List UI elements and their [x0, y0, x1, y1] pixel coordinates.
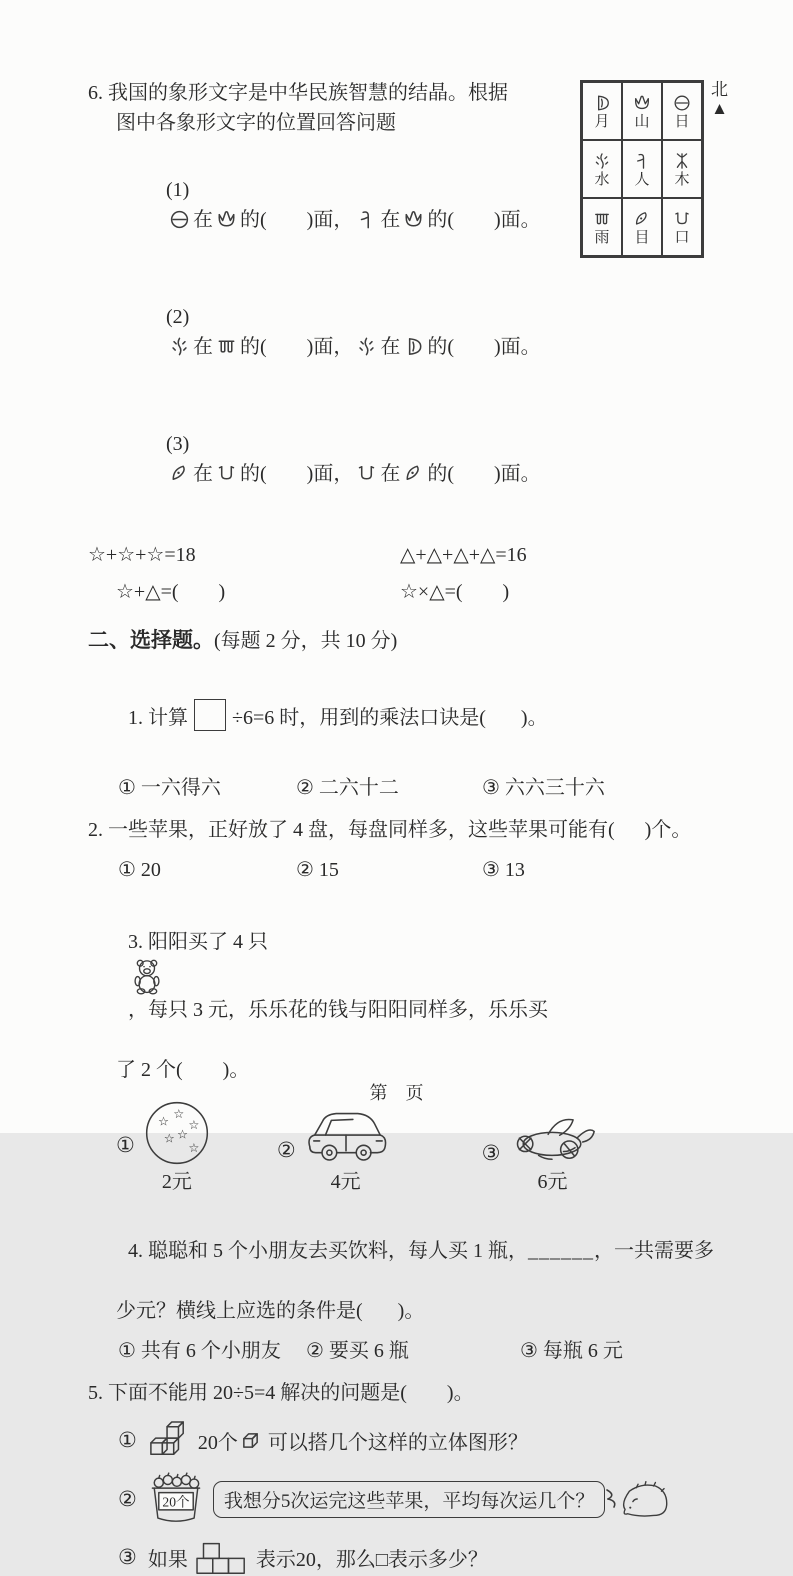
pictograph-mountain-icon: [402, 208, 425, 231]
q6-number: 6.: [88, 82, 103, 104]
q2-stem: 2. 一些苹果，正好放了 4 盘，每盘同样多，这些苹果可能有( )个。: [88, 819, 692, 841]
pictograph-wood-icon: [672, 151, 692, 171]
q7-equation-3: ☆+△=( ): [116, 581, 226, 603]
north-arrow-icon: ▲: [711, 99, 728, 118]
q7-equation-1: ☆+☆+☆=18: [88, 544, 196, 566]
apple-basket-icon: [147, 1472, 205, 1526]
car-icon: [302, 1107, 390, 1169]
table-cell-mountain: 山: [622, 82, 662, 140]
option-2: ② 要买 6 瓶: [306, 1340, 409, 1362]
pictograph-rain-icon: [215, 335, 238, 358]
question-7: [88, 537, 728, 611]
q3-option-ball: ① ☆ ☆ ☆ ☆ ☆ ☆ 2元: [116, 1097, 213, 1194]
speech-bubble-tail-icon: [605, 1489, 619, 1509]
q5-option-2: ② 20个 我想分5次运完这些苹果，平均每次运几个？: [88, 1472, 728, 1526]
q6-subquestion-2: (2) 在 的( )面， 在 的( )面。: [166, 306, 541, 358]
q6-line-1: 6. 我国的象形文字是中华民族智慧的结晶。根据: [88, 82, 508, 104]
option-2: ② 15: [296, 859, 339, 881]
table-cell-water: 水: [582, 140, 622, 198]
pictograph-eye-icon: [402, 462, 425, 485]
q3-stem-line-1: 3. 阳阳买了 4 只 ，每只 3 元，乐乐花的钱与阳阳同样多，乐乐买: [128, 931, 548, 1021]
north-label: 北: [711, 80, 728, 99]
section-2-header: [88, 625, 728, 657]
table-cell-moon: 月: [582, 82, 622, 140]
price-label: 2元: [161, 1171, 192, 1193]
q5-option-3: ③ 如果 表示20，那么□表示多少？: [88, 1539, 728, 1576]
table-cell-eye: 目: [622, 198, 662, 256]
teddy-bear-icon: [130, 957, 164, 995]
pictograph-moon-icon: [592, 93, 612, 113]
q7-row-2: [88, 574, 728, 611]
worksheet-content: [88, 78, 728, 1576]
option-2: ② 二六十二: [296, 777, 399, 799]
svg-text:☆: ☆: [188, 1140, 200, 1155]
question-6: [88, 78, 728, 519]
pictograph-eye-icon: [168, 462, 191, 485]
pictograph-mouth-icon: [355, 462, 378, 485]
section-2-subtitle: (每题 2 分，共 10 分): [214, 630, 398, 652]
svg-text:☆: ☆: [176, 1127, 188, 1142]
svg-text:☆: ☆: [173, 1106, 185, 1121]
q1-options: [88, 773, 728, 803]
choice-question-4: [88, 1206, 728, 1366]
table-cell-wood: 木: [662, 140, 702, 198]
pictograph-moon-icon: [402, 335, 425, 358]
page-footer: 第 页: [369, 1083, 424, 1103]
q7-equation-4: ☆×△=( ): [400, 581, 510, 603]
question-6-text: [88, 78, 560, 519]
pictograph-eye-icon: [632, 209, 652, 229]
option-1: ① 一六得六: [118, 777, 221, 799]
pictograph-water-icon: [355, 335, 378, 358]
pictograph-person-icon: [355, 208, 378, 231]
price-label: 4元: [330, 1171, 361, 1193]
table-cell-person: 人: [622, 140, 662, 198]
pictograph-mountain-icon: [632, 93, 652, 113]
q3-option-car: ② 4元: [277, 1107, 390, 1194]
q7-equation-2: △+△+△+△=16: [400, 544, 527, 566]
speech-bubble: 我想分5次运完这些苹果，平均每次运几个？: [213, 1481, 606, 1518]
square-shape-icon: [195, 1539, 249, 1576]
pictograph-water-icon: [592, 151, 612, 171]
section-2-title: 二、选择题。: [88, 629, 214, 652]
option-3: ③ 每瓶 6 元: [520, 1340, 623, 1362]
choice-question-3: [88, 897, 728, 1194]
q6-subquestion-3: (3) 在 的( )面， 在 的( )面。: [166, 433, 541, 485]
q1-stem: 1. 计算 ÷6=6 时，用到的乘法口诀是( )。: [88, 669, 728, 763]
q3-picture-options: [88, 1097, 728, 1194]
svg-text:☆: ☆: [163, 1131, 175, 1146]
option-3: ③ 13: [482, 859, 525, 881]
q3-option-airplane: ③ 6元: [482, 1113, 599, 1194]
choice-question-2: [88, 815, 728, 885]
q5-option-1: ① 20个 可以搭几个这样的立体图形？: [88, 1421, 728, 1459]
pictograph-mountain-icon: [215, 208, 238, 231]
option-1: ① 共有 6 个小朋友: [118, 1340, 281, 1362]
q4-stem-line-2: 少元？横线上应选的条件是( )。: [116, 1300, 425, 1322]
q3-stem-line-2: 了 2 个( )。: [116, 1059, 250, 1081]
table-cell-sun: 日: [662, 82, 702, 140]
cube-stack-icon: [147, 1421, 189, 1459]
pictograph-rain-icon: [592, 209, 612, 229]
pictograph-mouth-icon: [672, 209, 692, 229]
pictograph-mouth-icon: [215, 462, 238, 485]
svg-text:20个: 20个: [162, 1494, 190, 1510]
hedgehog-icon: [619, 1477, 671, 1521]
q6-subquestion-1: (1) 在 的( )面， 在 的( )面。: [166, 179, 541, 231]
choice-question-5: [88, 1378, 728, 1576]
option-3: ③ 六六三十六: [482, 777, 605, 799]
answer-blank: ______: [528, 1240, 594, 1262]
pictograph-sun-icon: [672, 93, 692, 113]
airplane-icon: [506, 1113, 598, 1169]
choice-question-1: [88, 669, 728, 803]
q5-stem: 5. 下面不能用 20÷5=4 解决的问题是( )。: [88, 1382, 474, 1404]
table-cell-rain: 雨: [582, 198, 622, 256]
pictograph-water-icon: [168, 335, 191, 358]
blank-box: [194, 699, 226, 731]
north-indicator: [711, 80, 728, 118]
table-cell-mouth: 口: [662, 198, 702, 256]
q6-line-2: 图中各象形文字的位置回答问题: [116, 112, 396, 134]
svg-text:☆: ☆: [157, 1114, 169, 1129]
q2-options: [88, 855, 728, 885]
ball-with-stars-icon: [141, 1097, 213, 1169]
pictograph-person-icon: [632, 151, 652, 171]
svg-text:☆: ☆: [188, 1118, 200, 1133]
q4-stem-line-1: 4. 聪聪和 5 个小朋友去买饮料，每人买 1 瓶，______，一共需要多: [128, 1240, 714, 1262]
option-1: ① 20: [118, 859, 161, 881]
pictograph-table: [580, 80, 704, 258]
q7-row-1: [88, 537, 728, 574]
price-label: 6元: [537, 1171, 568, 1193]
q4-options: [88, 1336, 728, 1366]
pictograph-sun-icon: [168, 208, 191, 231]
pictograph-figure: [580, 80, 728, 258]
small-cube-icon: [241, 1431, 260, 1450]
